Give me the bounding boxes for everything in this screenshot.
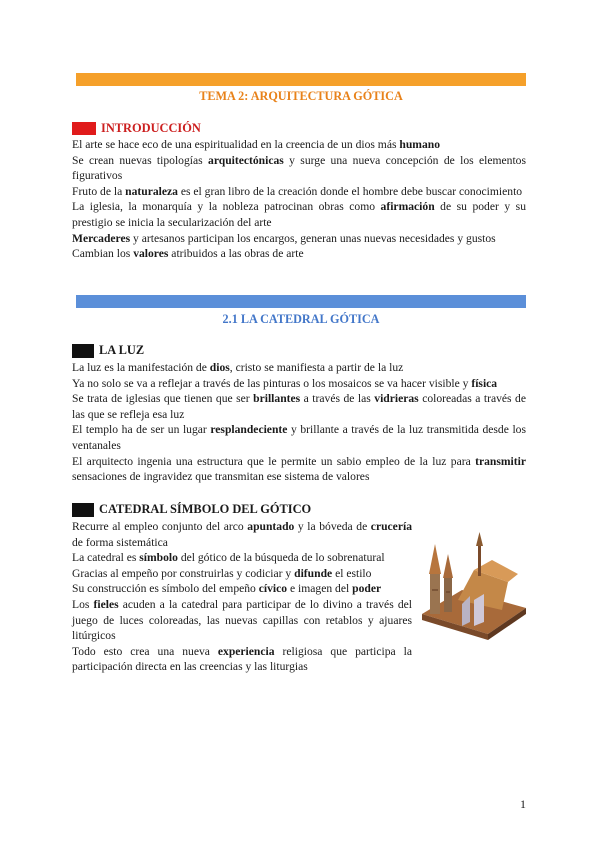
paragraph: Mercaderes y artesanos participan los encargos, generan unas nuevas necesidades y gustos: [72, 231, 496, 245]
paragraph: Se trata de iglesias que tienen que ser brillantes a través de las vidrieras coloreadas a través de las que se refleja esa luz: [72, 392, 526, 421]
page-title: TEMA 2: ARQUITECTURA GÓTICA: [199, 89, 403, 103]
luz-text: [72, 360, 526, 485]
paragraph: Cambian los valores atribuidos a las obras de arte: [72, 247, 304, 261]
paragraph: La iglesia, la monarquía y la nobleza patrocinan obras como afirmación de su poder y su prestigio se inicia la secularización del arte: [72, 200, 526, 229]
intro-heading-text: INTRODUCCIÓN: [101, 121, 201, 135]
paragraph: El arquitecto ingenia una estructura que le permite un sabio empleo de la luz para transmitir sensaciones de ingravidez que transmitan ese sistema de valores: [72, 454, 526, 484]
catedral-text: [72, 519, 412, 675]
section-title: 2.1 LA CATEDRAL GÓTICA: [222, 312, 380, 326]
paragraph: Recurre al empleo conjunto del arco apuntado y la bóveda de crucería de forma sistemática: [72, 520, 412, 549]
cathedral-illustration: [418, 530, 530, 642]
paragraph: La luz es la manifestación de dios, cristo se manifiesta a partir de la luz: [72, 361, 404, 374]
heading-marker: [72, 122, 96, 135]
section-bar: [76, 295, 526, 308]
paragraph: Todo esto crea una nueva experiencia religiosa que participa la participación directa en las creencias y las liturgias: [72, 644, 412, 674]
paragraph: El arte se hace eco de una espiritualidad en la creencia de un dios más humano: [72, 138, 440, 151]
paragraph: Ya no solo se va a reflejar a través de las pinturas o los mosaicos se va hacer visible y física: [72, 376, 498, 390]
paragraph: Fruto de la naturaleza es el gran libro de la creación donde el hombre debe buscar conocimiento: [72, 184, 523, 198]
intro-text: [72, 137, 526, 262]
paragraph: El templo ha de ser un lugar resplandeciente y brillante a través de la luz transmitida desde los ventanales: [72, 423, 526, 452]
page-number: 1: [520, 797, 526, 811]
paragraph: Su construcción es símbolo del empeño cívico e imagen del poder: [72, 582, 382, 596]
heading-marker: [72, 503, 94, 517]
paragraph: Se crean nuevas tipologías arquitectónicas y surge una nueva concepción de los elementos figurativos: [72, 153, 526, 183]
catedral-heading-text: CATEDRAL SÍMBOLO DEL GÓTICO: [99, 502, 312, 516]
luz-heading-text: LA LUZ: [99, 343, 145, 357]
heading-marker: [72, 344, 94, 358]
paragraph: Gracias al empeño por construirlas y codiciar y difunde el estilo: [72, 566, 372, 580]
title-bar: [76, 73, 526, 86]
paragraph: Los fieles acuden a la catedral para participar de lo divino a través del juego de luces coloreadas, las nuevas capillas con retablos y ajuares litúrgicos: [72, 597, 412, 643]
luz-heading: [72, 343, 144, 359]
catedral-heading: [72, 502, 311, 518]
paragraph: La catedral es símbolo del gótico de la búsqueda de lo sobrenatural: [72, 551, 385, 565]
intro-heading: [72, 121, 201, 137]
